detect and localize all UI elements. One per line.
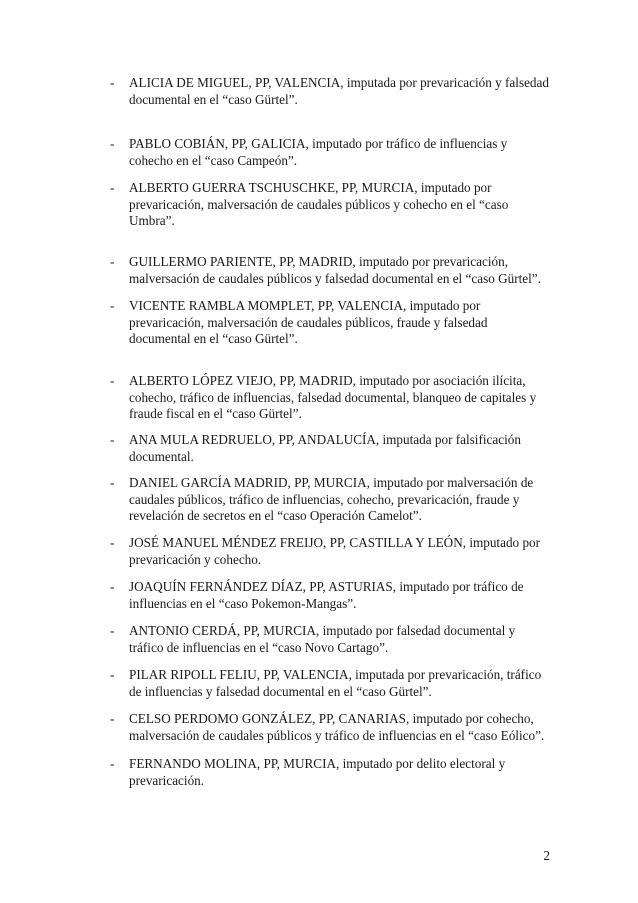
bullet-dash: - bbox=[110, 298, 115, 313]
entry-name: ALBERTO GUERRA TSCHUSCHKE, PP, MURCIA, bbox=[129, 180, 418, 195]
bullet-dash: - bbox=[110, 535, 115, 550]
entry-text bbox=[129, 136, 550, 169]
entry-text bbox=[129, 535, 550, 568]
list-item bbox=[110, 254, 550, 287]
list-item bbox=[110, 623, 550, 656]
entry-name: PILAR RIPOLL FELIU, PP, VALENCIA, bbox=[129, 667, 352, 682]
entry-detail: imputado por malversación de caudales públicos, tráfico de influencias, cohecho, prevaricación, fraude y revelación de secretos en el “caso Operación Camelot”. bbox=[129, 475, 534, 523]
bullet-dash: - bbox=[110, 667, 115, 682]
entry-detail: imputado por prevaricación, malversación de caudales públicos, fraude y falsedad documental en el “caso Gürtel”. bbox=[129, 298, 488, 346]
list-item bbox=[110, 475, 550, 525]
entry-name: DANIEL GARCÍA MADRID, PP, MURCIA, bbox=[129, 475, 370, 490]
bullet-dash: - bbox=[110, 579, 115, 594]
entry-text bbox=[129, 298, 550, 348]
entry-detail: imputado por tráfico de influencias y cohecho en el “caso Campeón”. bbox=[129, 136, 508, 168]
list-item bbox=[110, 373, 550, 423]
entry-name: JOAQUÍN FERNÁNDEZ DÍAZ, PP, ASTURIAS, bbox=[129, 579, 397, 594]
entry-name: JOSÉ MANUEL MÉNDEZ FREIJO, PP, CASTILLA Y LEÓN, bbox=[129, 535, 467, 550]
entry-detail: imputado por prevaricación, malversación de caudales públicos y falsedad documental en el “caso Gürtel”. bbox=[129, 254, 541, 286]
page-number: 2 bbox=[543, 848, 550, 863]
bullet-dash: - bbox=[110, 756, 115, 771]
bullet-dash: - bbox=[110, 373, 115, 388]
list-item bbox=[110, 432, 550, 465]
entry-text bbox=[129, 475, 550, 525]
entry-detail: imputado por falsedad documental y tráfico de influencias en el “caso Novo Cartago”. bbox=[129, 623, 516, 655]
entry-text bbox=[129, 75, 550, 108]
entry-text bbox=[129, 667, 550, 700]
entry-text bbox=[129, 254, 550, 287]
entry-detail: imputado por delito electoral y prevaricación. bbox=[129, 756, 506, 788]
bullet-dash: - bbox=[110, 136, 115, 151]
bullet-dash: - bbox=[110, 711, 115, 726]
list-item bbox=[110, 579, 550, 612]
bullet-dash: - bbox=[110, 180, 115, 195]
entry-detail: imputada por prevaricación y falsedad documental en el “caso Gürtel”. bbox=[129, 75, 549, 107]
list-item bbox=[110, 75, 550, 108]
entry-text bbox=[129, 711, 550, 744]
entry-name: PABLO COBIÁN, PP, GALICIA, bbox=[129, 136, 309, 151]
entry-text bbox=[129, 756, 550, 789]
bullet-dash: - bbox=[110, 254, 115, 269]
entry-name: GUILLERMO PARIENTE, PP, MADRID, bbox=[129, 254, 356, 269]
bullet-dash: - bbox=[110, 475, 115, 490]
bullet-dash: - bbox=[110, 623, 115, 638]
entry-name: ANA MULA REDRUELO, PP, ANDALUCÍA, bbox=[129, 432, 380, 447]
list-item bbox=[110, 535, 550, 568]
entry-detail: imputado por asociación ilícita, cohecho, tráfico de influencias, falsedad documental, blanqueo de capitales y fraude fiscal en el “caso Gürtel”. bbox=[129, 373, 537, 421]
entry-name: ANTONIO CERDÁ, PP, MURCIA, bbox=[129, 623, 320, 638]
entry-text bbox=[129, 432, 550, 465]
entry-name: VICENTE RAMBLA MOMPLET, PP, VALENCIA, bbox=[129, 298, 407, 313]
entry-name: ALICIA DE MIGUEL, PP, VALENCIA, bbox=[129, 75, 344, 90]
bullet-dash: - bbox=[110, 75, 115, 90]
entry-text bbox=[129, 180, 550, 230]
entry-detail: imputado por cohecho, malversación de caudales públicos y tráfico de influencias en el “caso Eólico”. bbox=[129, 711, 545, 743]
list-item bbox=[110, 667, 550, 700]
entry-detail: imputado por tráfico de influencias en el “caso Pokemon-Mangas”. bbox=[129, 579, 524, 611]
list-item bbox=[110, 711, 550, 744]
entry-text bbox=[129, 579, 550, 612]
entry-detail: imputada por falsificación documental. bbox=[129, 432, 521, 464]
entry-name: CELSO PERDOMO GONZÁLEZ, PP, CANARIAS, bbox=[129, 711, 410, 726]
entry-detail: imputado por prevaricación, malversación de caudales públicos y cohecho en el “caso Umbra”. bbox=[129, 180, 509, 228]
entry-detail: imputada por prevaricación, tráfico de influencias y falsedad documental en el “caso Gürtel”. bbox=[129, 667, 542, 699]
list-item bbox=[110, 136, 550, 169]
list-item bbox=[110, 298, 550, 348]
list-item bbox=[110, 180, 550, 230]
list-item bbox=[110, 756, 550, 789]
bullet-dash: - bbox=[110, 432, 115, 447]
entry-text bbox=[129, 373, 550, 423]
entry-name: FERNANDO MOLINA, PP, MURCIA, bbox=[129, 756, 340, 771]
entry-detail: imputado por prevaricación y cohecho. bbox=[129, 535, 541, 567]
entry-name: ALBERTO LÓPEZ VIEJO, PP, MADRID, bbox=[129, 373, 356, 388]
entry-text bbox=[129, 623, 550, 656]
